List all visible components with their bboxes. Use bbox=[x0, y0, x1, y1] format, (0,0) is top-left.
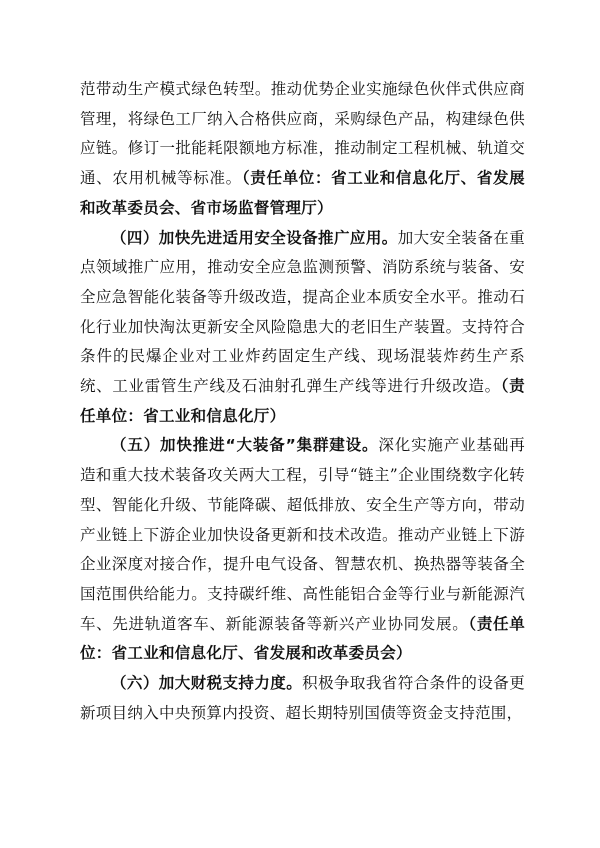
paragraph-green-supply-chain bbox=[80, 75, 525, 224]
document-body bbox=[80, 75, 525, 728]
section-heading-4: （四）加快先进适用安全设备推广应用。 bbox=[111, 228, 398, 247]
responsibility-note: （责任单位：省工业和信息化厅、省发展和改革委员会） bbox=[80, 614, 526, 663]
section-heading-6: （六）加大财税支持力度。 bbox=[111, 674, 303, 693]
responsibility-note: （责任单位：省工业和信息化厅、省发展和改革委员会、省市场监督管理厅） bbox=[80, 169, 525, 217]
responsibility-note: （责任单位：省工业和信息化厅） bbox=[80, 377, 525, 425]
paragraph-fiscal-support bbox=[80, 669, 525, 728]
section-heading-5: （五）加快推进“大装备”集群建设。 bbox=[111, 436, 379, 455]
paragraph-equipment-cluster bbox=[80, 431, 525, 669]
paragraph-body: 积极争取我省符合条件的设备更新项目纳入中央预算内投资、超长期特别国债等资金支持范围， bbox=[80, 674, 525, 722]
paragraph-body: 范带动生产模式绿色转型。推动优势企业实施绿色伙伴式供应商管理，将绿色工厂纳入合格供应商，采购绿色产品，构建绿色供应链。修订一批能耗限额地方标准，推动制定工程机械、轨道交通、农用机械等标准。 bbox=[80, 80, 525, 188]
paragraph-safety-equipment bbox=[80, 224, 525, 432]
paragraph-body: 深化实施产业基础再造和重大技术装备攻关两大工程，引导“链主”企业围绕数字化转型、智能化升级、节能降碳、超低排放、安全生产等方向，带动产业链上下游企业加快设备更新和技术改造。推动产业链上下游企业深度对接合作，提升电气设备、智慧农机、换热器等装备全国范围供给能力。支持碳纤维、高性能铝合金等行业与新能源汽车、先进轨道客车、新能源装备等新兴产业协同发展。 bbox=[80, 436, 525, 633]
paragraph-body: 加大安全装备在重点领域推广应用，推动安全应急监测预警、消防系统与装备、安全应急智能化装备等升级改造，提高企业本质安全水平。推动石化行业加快淘汰更新安全风险隐患大的老旧生产装置。支持符合条件的民爆企业对工业炸药固定生产线、现场混装炸药生产系统、工业雷管生产线及石油射孔弹生产线等进行升级改造。 bbox=[80, 228, 525, 396]
